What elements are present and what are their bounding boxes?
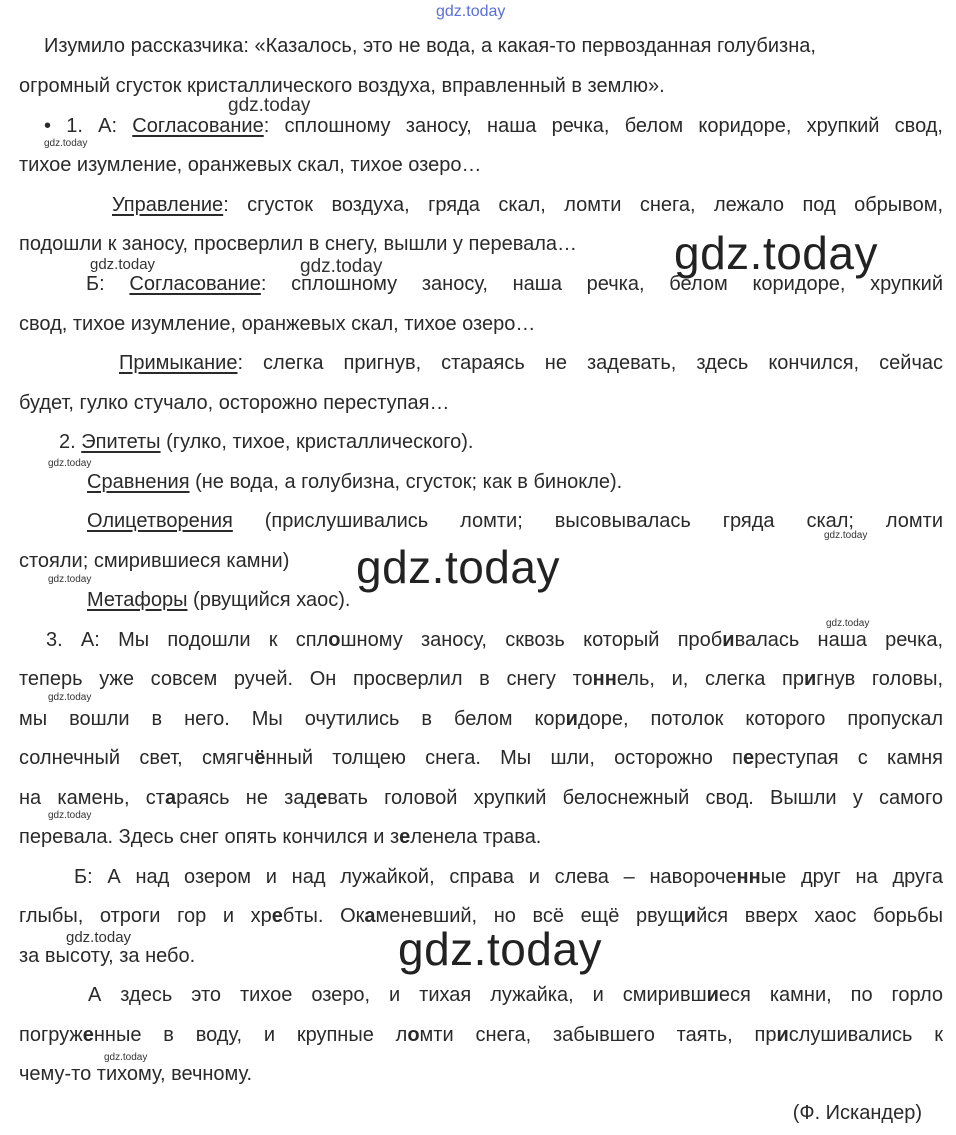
author-attribution: (Ф. Искандер) [792,1102,922,1124]
watermark: gdz.today [48,574,92,585]
term-personifications: Олицетворения [87,510,233,532]
task3a-line-2: теперь уже совсем ручей. Он просверлил в снегу тоннель, и, слегка пригнув головы, [19,668,943,690]
watermark: gdz.today [66,929,132,946]
task2-line-5: Метафоры (рвущийся хаос). [87,589,351,611]
task2-line-2: Сравнения (не вода, а голубизна, сгусток; как в бинокле). [87,471,623,493]
watermark: gdz.today [104,1052,148,1063]
task1a-line-3: Управление: сгусток воздуха, гряда скал, ломти снега, лежало под обрывом, [112,194,943,216]
task3b-line-4: А здесь это тихое озеро, и тихая лужайка, и смирившиеся камни, по горло [88,984,943,1006]
intro-line-2: огромный сгусток кристаллического воздуха, вправленный в землю». [19,75,665,97]
task2-line-4: стояли; смирившиеся камни) [19,550,290,572]
watermark: gdz.today [300,256,383,277]
watermark: gdz.today [44,138,88,149]
term-agreement: Согласование [132,115,264,137]
task2-line-3: Олицетворения (прислушивались ломти; высовывалась гряда скал; ломти [87,510,943,532]
watermark: gdz.today [48,458,92,469]
task1b-line-4: будет, гулко стучало, осторожно переступая… [19,392,450,414]
task1a-line-4: подошли к заносу, просверлил в снегу, вышли у перевала… [19,233,578,255]
watermark: gdz.today [826,618,870,629]
watermark: gdz.today [48,692,92,703]
task3b-line-6: чему-то тихому, вечному. [19,1063,253,1085]
task3a-line-6: перевала. Здесь снег опять кончился и зеленела трава. [19,826,542,848]
watermark: gdz.today [398,923,602,975]
watermark: gdz.today [674,227,878,279]
watermark: gdz.today [228,95,311,116]
intro-line-1: Изумило рассказчика: «Казалось, это не вода, а какая-то первозданная голубизна, [44,35,816,57]
term-epithets: Эпитеты [81,431,161,453]
term-government: Управление [112,194,224,216]
top-watermark: gdz.today [436,3,506,20]
task3a-line-3: мы вошли в него. Мы очутились в белом коридоре, потолок которого пропускал [19,708,943,730]
watermark: gdz.today [48,810,92,821]
term-metaphors: Метафоры [87,589,188,611]
watermark: gdz.today [356,541,560,593]
task3b-line-5: погруженные в воду, и крупные ломти снега, забывшего таять, прислушивались к [19,1024,943,1046]
term-comparisons: Сравнения [87,471,190,493]
task1b-line-1: Б: Согласование: сплошному заносу, наша речка, белом коридоре, хрупкий [86,273,943,295]
task3b-line-1: Б: А над озером и над лужайкой, справа и слева – навороченные друг на друга [74,866,943,888]
watermark: gdz.today [90,256,156,273]
task1b-line-3: Примыкание: слегка пригнув, стараясь не задевать, здесь кончился, сейчас [119,352,943,374]
task2-line-1: 2. Эпитеты (гулко, тихое, кристаллического). [59,431,474,453]
term-agreement: Согласование [129,273,261,295]
term-adjoining: Примыкание [119,352,238,374]
task3a-line-5: на камень, стараясь не задевать головой хрупкий белоснежный свод. Вышли у самого [19,787,943,809]
task1a-line-1: • 1. А: Согласование: сплошному заносу, наша речка, белом коридоре, хрупкий свод, [44,115,943,137]
watermark: gdz.today [824,530,868,541]
task1a-line-2: тихое изумление, оранжевых скал, тихое озеро… [19,154,482,176]
task1b-line-2: свод, тихое изумление, оранжевых скал, тихое озеро… [19,313,536,335]
task3b-line-3: за высоту, за небо. [19,945,196,967]
task3b-line-2: глыбы, отроги гор и хребты. Окаменевший, но всё ещё рвущийся вверх хаос борьбы [19,905,943,927]
task3a-line-1: 3. А: Мы подошли к сплошному заносу, сквозь который пробивалась наша речка, [46,629,943,651]
task3a-line-4: солнечный свет, смягчённый толщею снега. Мы шли, осторожно переступая с камня [19,747,943,769]
